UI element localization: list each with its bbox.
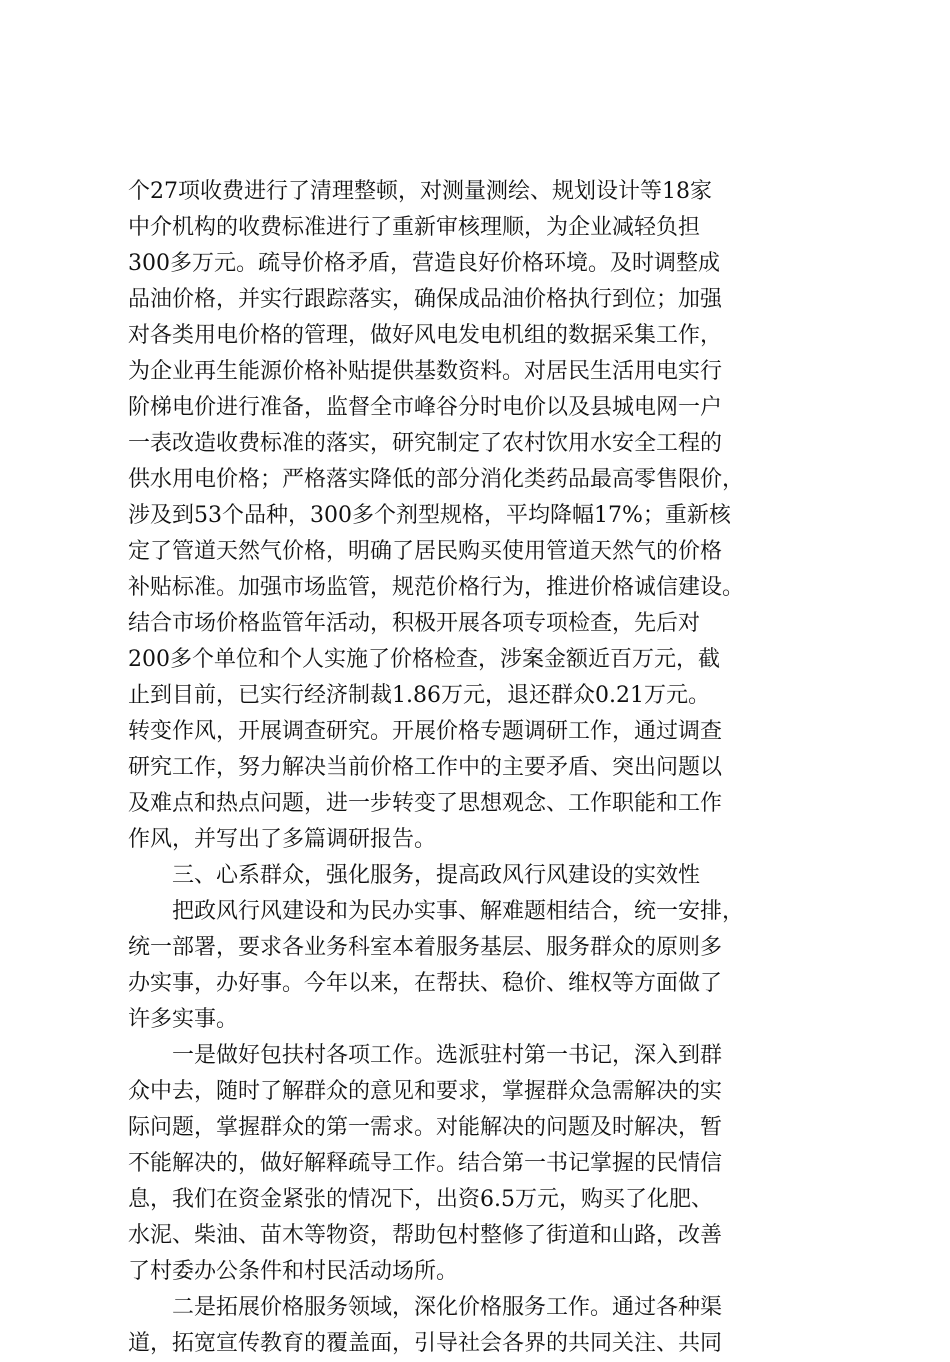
body-text-line: 息，我们在资金紧张的情况下，出资6.5万元，购买了化肥、 <box>128 1187 713 1212</box>
body-text-line: 阶梯电价进行准备，监督全市峰谷分时电价以及县城电网一户 <box>128 395 723 420</box>
body-text-line: 不能解决的，做好解释疏导工作。结合第一书记掌握的民情信 <box>128 1151 723 1176</box>
body-text-line: 补贴标准。加强市场监管，规范价格行为，推进价格诚信建设。 <box>128 575 745 600</box>
body-text-line: 品油价格，并实行跟踪落实，确保成品油价格执行到位；加强 <box>128 287 723 312</box>
body-text-line: 办实事，办好事。今年以来，在帮扶、稳价、维权等方面做了 <box>128 971 723 996</box>
body-text-line: 300多万元。疏导价格矛盾，营造良好价格环境。及时调整成 <box>128 251 720 276</box>
body-text-line: 止到目前，已实行经济制裁1.86万元，退还群众0.21万元。 <box>128 683 710 708</box>
body-text-line: 研究工作，努力解决当前价格工作中的主要矛盾、突出问题以 <box>128 755 723 780</box>
body-text-line: 定了管道天然气价格，明确了居民购买使用管道天然气的价格 <box>128 539 723 564</box>
body-text-line: 水泥、柴油、苗木等物资，帮助包村整修了街道和山路，改善 <box>128 1223 723 1248</box>
body-text-line: 一表改造收费标准的落实，研究制定了农村饮用水安全工程的 <box>128 431 723 456</box>
body-text-line: 为企业再生能源价格补贴提供基数资料。对居民生活用电实行 <box>128 359 723 384</box>
body-text-line: 中介机构的收费标准进行了重新审核理顺，为企业减轻负担 <box>128 215 701 240</box>
body-text-line: 统一部署，要求各业务科室本着服务基层、服务群众的原则多 <box>128 935 723 960</box>
body-text-line: 对各类用电价格的管理，做好风电发电机组的数据采集工作， <box>128 323 723 348</box>
section-heading: 三、心系群众，强化服务，提高政风行风建设的实效性 <box>172 863 701 888</box>
paragraph-first-line: 把政风行风建设和为民办实事、解难题相结合，统一安排， <box>172 899 745 924</box>
body-text-line: 了村委办公条件和村民活动场所。 <box>128 1259 459 1284</box>
paragraph-first-line: 一是做好包扶村各项工作。选派驻村第一书记，深入到群 <box>172 1043 723 1068</box>
body-text-line: 及难点和热点问题，进一步转变了思想观念、工作职能和工作 <box>128 791 723 816</box>
body-text-line: 结合市场价格监管年活动，积极开展各项专项检查，先后对 <box>128 611 701 636</box>
body-text-line: 涉及到53个品种，300多个剂型规格，平均降幅17%；重新核 <box>128 503 731 528</box>
body-text-line: 个27项收费进行了清理整顿，对测量测绘、规划设计等18家 <box>128 179 712 204</box>
body-text-line: 200多个单位和个人实施了价格检查，涉案金额近百万元，截 <box>128 647 720 672</box>
body-text-line: 供水用电价格；严格落实降低的部分消化类药品最高零售限价， <box>128 467 745 492</box>
body-text-line: 众中去，随时了解群众的意见和要求，掌握群众急需解决的实 <box>128 1079 723 1104</box>
body-text-line: 转变作风，开展调查研究。开展价格专题调研工作，通过调查 <box>128 719 723 744</box>
body-text-line: 道，拓宽宣传教育的覆盖面，引导社会各界的共同关注、共同 <box>128 1331 723 1356</box>
body-text-line: 许多实事。 <box>128 1007 239 1032</box>
paragraph-first-line: 二是拓展价格服务领域，深化价格服务工作。通过各种渠 <box>172 1295 723 1320</box>
body-text-line: 际问题，掌握群众的第一需求。对能解决的问题及时解决，暂 <box>128 1115 723 1140</box>
body-text-line: 作风，并写出了多篇调研报告。 <box>128 827 437 852</box>
